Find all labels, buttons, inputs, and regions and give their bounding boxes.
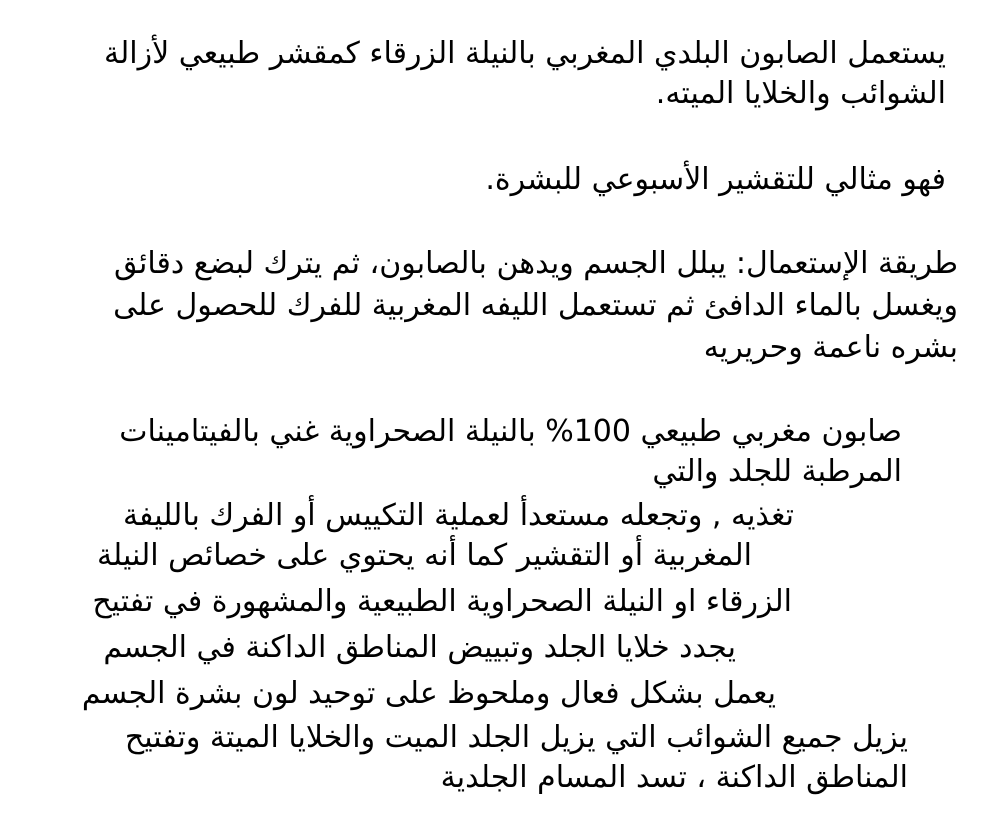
text-line: المرطبة للجلد والتي: [652, 454, 902, 489]
text-line: صابون مغربي طبيعي 100% بالنيلة الصحراوية غني بالفيتامينات: [119, 414, 902, 449]
text-line: تغذيه , وتجعله مستعدأ لعملية التكييس أو الفرك بالليفة: [122, 498, 794, 533]
text-line: طريقة الإستعمال: يبلل الجسم ويدهن بالصابون، ثم يترك لبضع دقائق: [114, 246, 958, 281]
text-line: المناطق الداكنة ، تسد المسام الجلدية: [440, 760, 908, 795]
text-line: الشوائب والخلايا الميته.: [655, 76, 946, 111]
text-line: يزيل جميع الشوائب التي يزيل الجلد الميت والخلايا الميتة وتفتيح: [124, 720, 908, 755]
text-line: فهو مثالي للتقشير الأسبوعي للبشرة.: [485, 162, 946, 197]
text-line: المغربية أو التقشير كما أنه يحتوي على خصائص النيلة: [96, 538, 752, 573]
text-line: يجدد خلايا الجلد وتبييض المناطق الداكنة في الجسم: [103, 630, 736, 665]
text-line: يستعمل الصابون البلدي المغربي بالنيلة الزرقاء كمقشر طبيعي لأزالة: [104, 36, 946, 71]
text-line: ويغسل بالماء الدافئ ثم تستعمل الليفه المغربية للفرك للحصول على: [113, 288, 958, 323]
text-line: يعمل بشكل فعال وملحوظ على توحيد لون بشرة الجسم: [81, 676, 776, 711]
text-line: بشره ناعمة وحريريه: [703, 330, 958, 365]
text-line: الزرقاء او النيلة الصحراوية الطبيعية والمشهورة في تفتيح: [92, 584, 792, 619]
